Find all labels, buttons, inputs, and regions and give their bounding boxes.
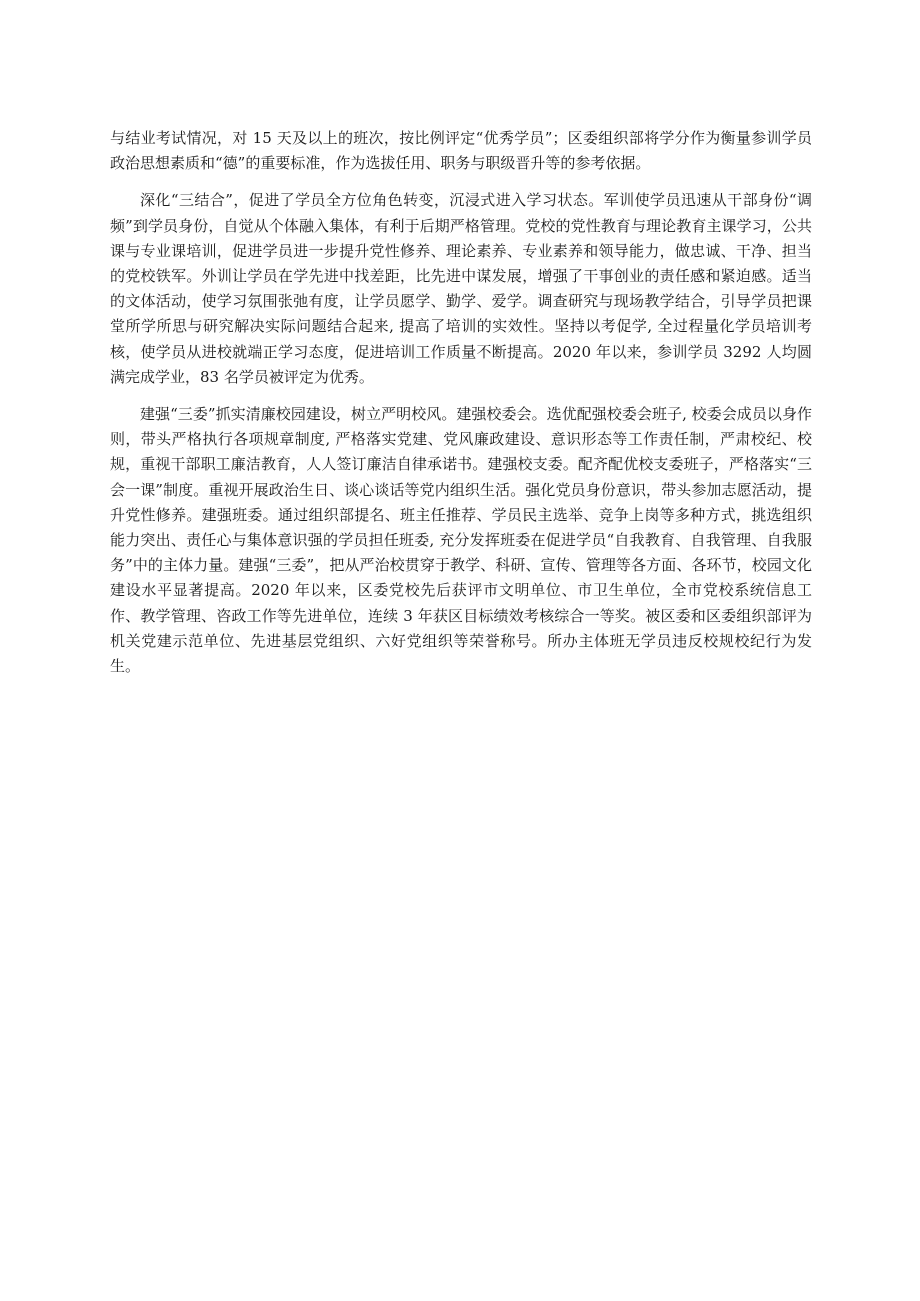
paragraph-three-committees: 建强“三委”抓实清廉校园建设，树立严明校风。建强校委会。选优配强校委会班子, 校委会成员以身作则，带头严格执行各项规章制度, 严格落实党建、党风廉政建设、意识形态等工作责任制，严肃校纪、校规，重视干部职工廉洁教育，人人签订廉洁自律承诺书。建强校支委。配齐配优校支委班子，严格落实“三会一课”制度。重视开展政治生日、谈心谈话等党内组织生活。强化党员身份意识，带头参加志愿活动，提升党性修养。建强班委。通过组织部提名、班主任推荐、学员民主选举、竞争上岗等多种方式，挑选组织能力突出、责任心与集体意识强的学员担任班委, 充分发挥班委在促进学员“自我教育、自我管理、自我服务”中的主体力量。建强“三委”，把从严治校贯穿于教学、科研、宣传、管理等各方面、各环节，校园文化建设水平显著提高。2020 年以来，区委党校先后获评市文明单位、市卫生单位，全市党校系统信息工作、教学管理、咨政工作等先进单位，连续 3 年获区目标绩效考核综合一等奖。被区委和区委组织部评为机关党建示范单位、先进基层党组织、六好党组织等荣誉称号。所办主体班无学员违反校规校纪行为发生。 — [110, 405, 812, 676]
paragraph-three-combinations: 深化“三结合”，促进了学员全方位角色转变，沉浸式进入学习状态。军训使学员迅速从干部身份“调频”到学员身份，自觉从个体融入集体，有利于后期严格管理。党校的党性教育与理论教育主课学习，公共课与专业课培训，促进学员进一步提升党性修养、理论素养、专业素养和领导能力，做忠诚、干净、担当的党校铁军。外训让学员在学先进中找差距，比先进中谋发展，增强了干事创业的责任感和紧迫感。适当的文体活动，使学习氛围张弛有度，让学员愿学、勤学、爱学。调查研究与现场教学结合，引导学员把课堂所学所思与研究解决实际问题结合起来, 提高了培训的实效性。坚持以考促学, 全过程量化学员培训考核，使学员从进校就端正学习态度，促进培训工作质量不断提高。2020 年以来，参训学员 3292 人均圆满完成学业，83 名学员被评定为优秀。 — [110, 191, 812, 386]
document-page — [110, 126, 812, 691]
paragraph-continuation: 与结业考试情况，对 15 天及以上的班次，按比例评定“优秀学员”；区委组织部将学分作为衡量参训学员政治思想素质和“德”的重要标准，作为选拔任用、职务与职级晋升等的参考依据。 — [110, 129, 812, 173]
